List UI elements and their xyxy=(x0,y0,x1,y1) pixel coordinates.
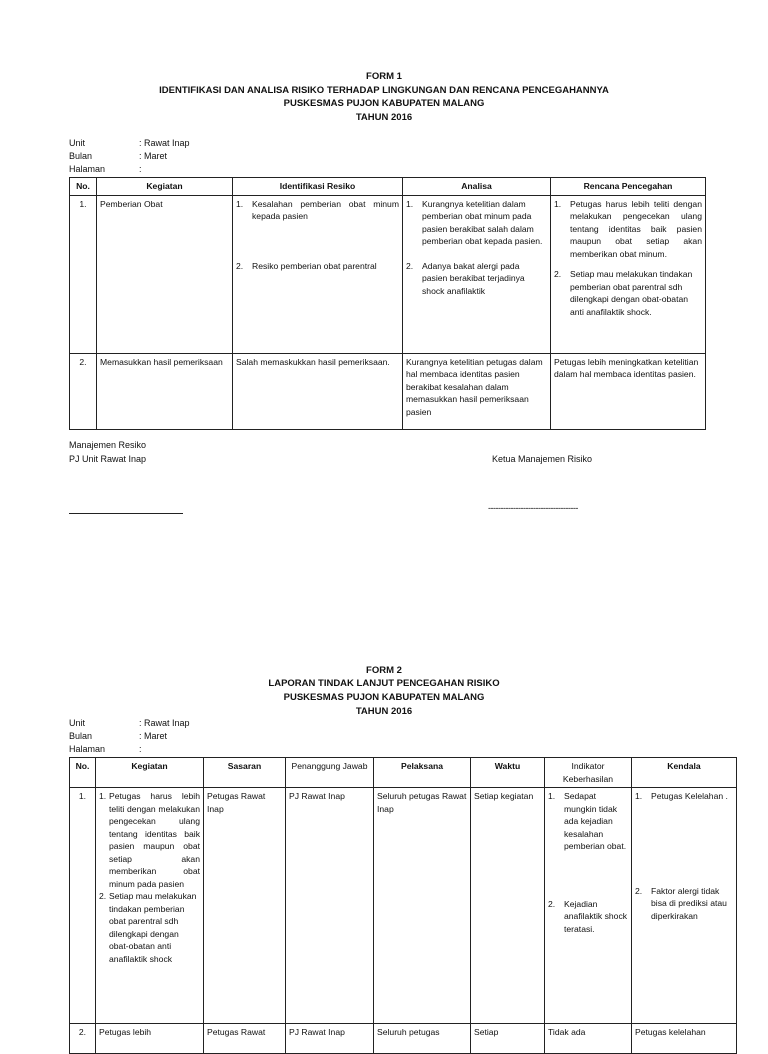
list-item: 2. Adanya bakat alergi pada pasien berakibat terjadinya shock anafilaktik xyxy=(406,260,525,296)
cell-analisa xyxy=(403,195,551,353)
list-item: 1. Kesalahan pemberian obat minum kepada pasien xyxy=(236,198,399,221)
cell-waktu: Setiap xyxy=(471,1024,545,1054)
list-item: 1. Petugas harus lebih teliti dengan melakukan pengecekan ulang tentang identitas baik pasien maupun obat setiap akan memberikan obat minum. xyxy=(554,198,702,259)
meta-key-unit: Unit xyxy=(69,718,86,728)
list-item: 2. Faktor alergi tidak bisa di prediksi atau diperkirakan xyxy=(635,885,727,921)
header-kegiatan: Kegiatan xyxy=(96,758,204,788)
form1-table xyxy=(69,177,706,430)
header-analisa: Analisa xyxy=(403,178,551,196)
meta-key-halaman: Halaman xyxy=(69,744,106,754)
form1-label: FORM 1 xyxy=(366,71,402,82)
header-sasaran: Sasaran xyxy=(204,758,286,788)
header-indikator: Indikator Keberhasilan xyxy=(545,758,632,788)
header-no: No. xyxy=(70,178,97,196)
header-pelaksana: Pelaksana xyxy=(374,758,471,788)
header-kendala: Kendala xyxy=(632,758,737,788)
header-identifikasi: Identifikasi Resiko xyxy=(233,178,403,196)
header-kegiatan: Kegiatan xyxy=(97,178,233,196)
cell-identifikasi xyxy=(233,195,403,353)
cell-indikator xyxy=(545,788,632,1024)
header-no: No. xyxy=(70,758,96,788)
form2-table xyxy=(69,757,737,1054)
meta-key-unit: Unit xyxy=(69,138,86,148)
cell-kegiatan: Pemberian Obat xyxy=(97,195,233,353)
form1-org: PUSKESMAS PUJON KABUPATEN MALANG xyxy=(283,98,485,109)
signature-line-right: ------------------------------------ xyxy=(488,503,578,513)
table-header-row xyxy=(70,178,706,196)
cell-pj: PJ Rawat Inap xyxy=(286,1024,374,1054)
cell-pj: PJ Rawat Inap xyxy=(286,788,374,1024)
signature-line-left xyxy=(69,513,183,514)
sign-label-manajemen: Manajemen Resiko xyxy=(69,440,147,450)
form2-title: LAPORAN TINDAK LANJUT PENCEGAHAN RISIKO xyxy=(268,678,500,689)
cell-sasaran: Petugas Rawat Inap xyxy=(204,788,286,1024)
form1-year: TAHUN 2016 xyxy=(355,112,413,123)
header-waktu: Waktu xyxy=(471,758,545,788)
cell-analisa: Kurangnya ketelitian petugas dalam hal membaca identitas pasien berakibat kesalahan dalam memasukkan hasil pemeriksaan pasien xyxy=(403,353,551,429)
meta-key-bulan: Bulan xyxy=(69,731,93,741)
list-item: 1. Petugas Kelelahan . xyxy=(635,791,728,801)
meta-key-bulan: Bulan xyxy=(69,151,93,161)
cell-pelaksana: Seluruh petugas Rawat Inap xyxy=(374,788,471,1024)
cell-no: 2. xyxy=(70,1024,96,1054)
cell-kegiatan: Petugas lebih xyxy=(96,1024,204,1054)
cell-indikator: Tidak ada xyxy=(545,1024,632,1054)
list-item: 1. Kurangnya ketelitian dalam pemberian obat minum pada pasien berakibat salah dalam pemberian obat kepada pasien. xyxy=(406,198,543,246)
cell-kegiatan: Memasukkan hasil pemeriksaan xyxy=(97,353,233,429)
meta-value-halaman: : xyxy=(139,164,142,174)
table-header-row xyxy=(70,758,737,788)
form2-label: FORM 2 xyxy=(366,665,402,676)
form1-title: IDENTIFIKASI DAN ANALISA RISIKO TERHADAP LINGKUNGAN DAN RENCANA PENCEGAHANNYA xyxy=(159,85,609,96)
list-item: 2. Resiko pemberian obat parentral xyxy=(236,260,377,271)
meta-key-halaman: Halaman xyxy=(69,164,106,174)
cell-kegiatan xyxy=(96,788,204,1024)
form2-meta xyxy=(69,718,369,758)
list-item: 1. Sedapat mungkin tidak ada kejadian kesalahan pemberian obat. xyxy=(548,791,627,851)
table-row xyxy=(70,353,706,429)
header-rencana: Rencana Pencegahan xyxy=(551,178,706,196)
cell-waktu: Setiap kegiatan xyxy=(471,788,545,1024)
table-row xyxy=(70,1024,737,1054)
meta-value-bulan: : Maret xyxy=(139,151,168,161)
table-row xyxy=(70,195,706,353)
list-item: 2. Kejadian anafilaktik shock teratasi. xyxy=(548,898,628,934)
list-item: 2. Setiap mau melakukan tindakan pemberian obat parentral sdh dilengkapi dengan obat-obatan anti anafilaktik shock. xyxy=(554,269,693,317)
cell-rencana: Petugas lebih meningkatkan ketelitian dalam hal membaca identitas pasien. xyxy=(551,353,706,429)
list-item: 2. Setiap mau melakukan tindakan pemberian obat parentral sdh dilengkapi dengan obat-obatan anti anafilaktik shock xyxy=(99,891,197,964)
sign-label-ketua: Ketua Manajemen Risiko xyxy=(492,454,593,464)
cell-rencana xyxy=(551,195,706,353)
table-row xyxy=(70,788,737,1024)
sign-label-pj: PJ Unit Rawat Inap xyxy=(69,454,147,464)
cell-no: 1. xyxy=(70,195,97,353)
cell-identifikasi: Salah memaskukkan hasil pemeriksaan. xyxy=(233,353,403,429)
cell-kendala: Petugas kelelahan xyxy=(632,1024,737,1054)
meta-value-bulan: : Maret xyxy=(139,731,168,741)
cell-no: 1. xyxy=(70,788,96,1024)
header-penanggung-jawab: Penanggung Jawab xyxy=(286,758,374,788)
meta-value-unit: : Rawat Inap xyxy=(139,718,190,728)
cell-sasaran: Petugas Rawat xyxy=(204,1024,286,1054)
cell-kendala xyxy=(632,788,737,1024)
cell-pelaksana: Seluruh petugas xyxy=(374,1024,471,1054)
form2-org: PUSKESMAS PUJON KABUPATEN MALANG xyxy=(283,692,485,703)
form2-year: TAHUN 2016 xyxy=(355,706,413,717)
meta-value-unit: : Rawat Inap xyxy=(139,138,190,148)
meta-value-halaman: : xyxy=(139,744,142,754)
form1-meta xyxy=(69,138,369,178)
list-item: 1. Petugas harus lebih teliti dengan melakukan pengecekan ulang tentang identitas baik pasien maupun obat setiap akan memberikan obat minum pada pasien xyxy=(99,791,200,889)
cell-no: 2. xyxy=(70,353,97,429)
